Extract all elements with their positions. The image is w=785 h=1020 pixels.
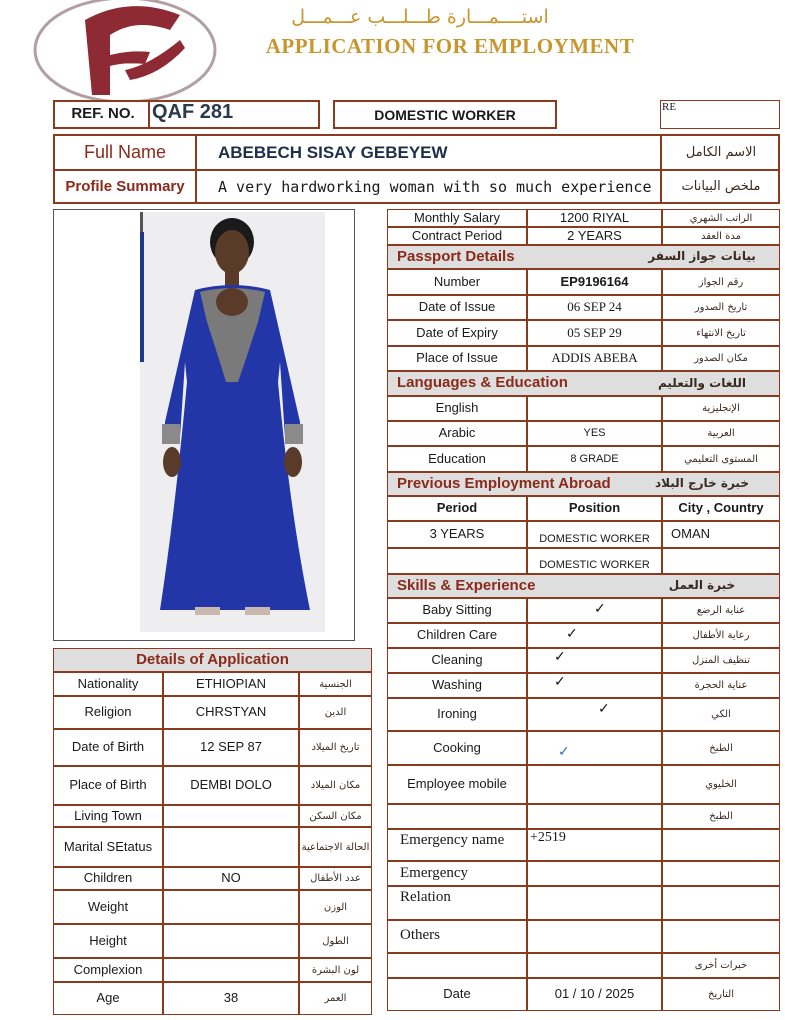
checkmark-icon: ✓	[594, 600, 606, 616]
passport-row-label: Number	[387, 269, 527, 295]
employment-row-period: 3 YEARS	[387, 521, 527, 548]
skill-label: Ironing	[387, 698, 527, 731]
skill-label: Children Care	[387, 623, 527, 648]
passport-row-label-ar: مكان الصدور	[662, 346, 780, 371]
skill-label-ar: الكي	[662, 698, 780, 731]
others-value	[527, 920, 662, 953]
skill-check-cell	[527, 731, 662, 765]
monthly-salary-label: Monthly Salary	[387, 209, 527, 227]
application-row-label-ar: الدين	[299, 696, 372, 729]
application-row-label-ar: الطول	[299, 924, 372, 958]
checkmark-icon: ✓	[558, 743, 570, 759]
employee-mobile-label-ar: الخليوي	[662, 765, 780, 804]
application-header: Details of Application	[53, 648, 372, 672]
application-row-label-ar: الوزن	[299, 890, 372, 924]
blank-label	[387, 804, 527, 829]
skill-label-ar: عناية الرضع	[662, 598, 780, 623]
application-row-label: Date of Birth	[53, 729, 163, 766]
skill-label: Cooking	[387, 731, 527, 765]
passport-row-label-ar: رقم الجواز	[662, 269, 780, 295]
languages-header-title-ar: اللغات والتعليم	[658, 375, 746, 390]
skill-label-ar: تنظيف المنزل	[662, 648, 780, 673]
passport-row-value: 05 SEP 29	[527, 320, 662, 346]
employment-col-period: Period	[387, 496, 527, 521]
full-name-label: Full Name	[83, 142, 167, 162]
application-row-label: Place of Birth	[53, 766, 163, 805]
employee-mobile-label: Employee mobile	[387, 765, 527, 804]
emergency-name-value: +2519	[527, 829, 662, 861]
others-extra	[662, 920, 780, 953]
application-row-value: NO	[163, 867, 299, 890]
profile-summary-value: A very hardworking woman with so much experience	[218, 178, 652, 196]
language-row-label: English	[387, 396, 527, 421]
application-row-label: Age	[53, 982, 163, 1015]
skill-label-ar: رعاية الأطفال	[662, 623, 780, 648]
application-row-label-ar: الجنسية	[299, 672, 372, 696]
application-row-label-ar: عدد الأطفال	[299, 867, 372, 890]
application-row-value	[163, 805, 299, 827]
application-row-label: Height	[53, 924, 163, 958]
application-row-value: DEMBI DOLO	[163, 766, 299, 805]
ref-label: REF. NO.	[71, 105, 135, 122]
emergency-value	[527, 861, 662, 886]
re-text: RE	[662, 101, 677, 113]
passport-row-value: EP9196164	[527, 269, 662, 295]
employment-col-position: Position	[527, 496, 662, 521]
skill-check-cell	[527, 598, 662, 623]
ref-divider	[148, 100, 150, 129]
application-row-value: ETHIOPIAN	[163, 672, 299, 696]
skill-label: Washing	[387, 673, 527, 698]
emergency-extra	[662, 861, 780, 886]
skill-check-cell	[527, 648, 662, 673]
passport-row-label: Date of Expiry	[387, 320, 527, 346]
contract-period-label-ar: مدة العقد	[662, 227, 780, 245]
employment-header-title: Previous Employment Abroad	[397, 474, 611, 492]
application-row-value	[163, 958, 299, 982]
profile-summary-label: Profile Summary	[65, 178, 185, 195]
application-row-label-ar: مكان السكن	[299, 805, 372, 827]
others-blank-value	[527, 953, 662, 978]
title-arabic: استــــمـــارة طـــلـــب عـــمـــل	[291, 6, 549, 28]
others-blank	[387, 953, 527, 978]
skill-check-cell	[527, 673, 662, 698]
applicant-photo	[140, 212, 325, 632]
employment-row-city: OMAN	[662, 521, 780, 548]
application-row-value	[163, 924, 299, 958]
languages-header-title: Languages & Education	[397, 374, 568, 392]
date-label: Date	[387, 978, 527, 1011]
passport-row-label: Place of Issue	[387, 346, 527, 371]
passport-row-label-ar: تاريخ الانتهاء	[662, 320, 780, 346]
position-title: DOMESTIC WORKER	[374, 107, 516, 123]
company-logo	[30, 0, 220, 100]
checkmark-icon: ✓	[554, 648, 566, 664]
skill-check-cell	[527, 698, 662, 731]
application-row-value	[163, 827, 299, 867]
passport-header-title: Passport Details	[397, 247, 515, 265]
emergency-label: Emergency	[387, 861, 527, 886]
employment-row-position: DOMESTIC WORKER	[527, 548, 662, 574]
passport-row-value: 06 SEP 24	[527, 295, 662, 320]
passport-header-title-ar: بيانات جواز السفر	[648, 249, 756, 264]
employment-header-title-ar: خبرة خارج البلاد	[655, 476, 749, 491]
contract-period-value: 2 YEARS	[527, 227, 662, 245]
language-row-value	[527, 396, 662, 421]
application-row-label: Nationality	[53, 672, 163, 696]
language-row-label: Arabic	[387, 421, 527, 446]
passport-row-value: ADDIS ABEBA	[527, 346, 662, 371]
application-row-value: CHRSTYAN	[163, 696, 299, 729]
skills-header-title-ar: خبرة العمل	[668, 578, 736, 593]
passport-row-label-ar: تاريخ الصدور	[662, 295, 780, 320]
checkmark-icon: ✓	[554, 673, 566, 689]
relation-label: Relation	[387, 886, 527, 920]
blank-value	[527, 804, 662, 829]
employment-row-period	[387, 548, 527, 574]
employment-col-city: City , Country	[662, 496, 780, 521]
application-row-label-ar: لون البشرة	[299, 958, 372, 982]
language-row-label: Education	[387, 446, 527, 472]
language-row-label-ar: العربية	[662, 421, 780, 446]
others-label: Others	[387, 920, 527, 953]
employment-row-position: DOMESTIC WORKER	[527, 521, 662, 548]
application-row-label: Weight	[53, 890, 163, 924]
emergency-name-label: Emergency name	[387, 829, 527, 861]
application-row-label: Living Town	[53, 805, 163, 827]
language-row-label-ar: المستوى التعليمي	[662, 446, 780, 472]
name-col-divider-1	[195, 134, 197, 204]
extra-label-ar: الطبخ	[662, 804, 780, 829]
skill-label-ar: الطبخ	[662, 731, 780, 765]
checkmark-icon: ✓	[598, 700, 610, 716]
skill-label: Baby Sitting	[387, 598, 527, 623]
skill-check-cell	[527, 623, 662, 648]
monthly-salary-value: 1200 RIYAL	[527, 209, 662, 227]
date-label-ar: التاريخ	[662, 978, 780, 1011]
full-name-value: ABEBECH SISAY GEBEYEW	[218, 143, 448, 162]
application-row-label-ar: العمر	[299, 982, 372, 1015]
skills-header-title: Skills & Experience	[397, 576, 536, 594]
employment-row-city	[662, 548, 780, 574]
skill-label: Cleaning	[387, 648, 527, 673]
application-row-label-ar: تاريخ الميلاد	[299, 729, 372, 766]
contract-period-label: Contract Period	[387, 227, 527, 245]
application-row-label-ar: الحالة الاجتماعية	[299, 827, 372, 867]
re-box	[660, 100, 780, 129]
language-row-value: YES	[527, 421, 662, 446]
ref-number: QAF 281	[152, 101, 234, 123]
passport-row-label: Date of Issue	[387, 295, 527, 320]
application-row-value	[163, 890, 299, 924]
application-row-value: 38	[163, 982, 299, 1015]
full-name-label-ar: الاسم الكامل	[685, 145, 757, 160]
profile-summary-label-ar: ملخص البيانات	[681, 179, 761, 194]
relation-value	[527, 886, 662, 920]
monthly-salary-label-ar: الراتب الشهري	[662, 209, 780, 227]
application-row-label: Complexion	[53, 958, 163, 982]
emergency-name-extra	[662, 829, 780, 861]
relation-extra	[662, 886, 780, 920]
checkmark-icon: ✓	[566, 625, 578, 641]
skill-label-ar: عناية الحجرة	[662, 673, 780, 698]
others-label-ar: خبرات أخرى	[662, 953, 780, 978]
employee-mobile-value	[527, 765, 662, 804]
application-row-label: Children	[53, 867, 163, 890]
application-row-label-ar: مكان الميلاد	[299, 766, 372, 805]
application-row-value: 12 SEP 87	[163, 729, 299, 766]
application-row-label: Religion	[53, 696, 163, 729]
language-row-value: 8 GRADE	[527, 446, 662, 472]
language-row-label-ar: الإنجليزية	[662, 396, 780, 421]
title-english: APPLICATION FOR EMPLOYMENT	[265, 34, 635, 58]
name-row-divider	[53, 169, 780, 171]
date-value: 01 / 10 / 2025	[527, 978, 662, 1011]
application-row-label: Marital SEtatus	[53, 827, 163, 867]
